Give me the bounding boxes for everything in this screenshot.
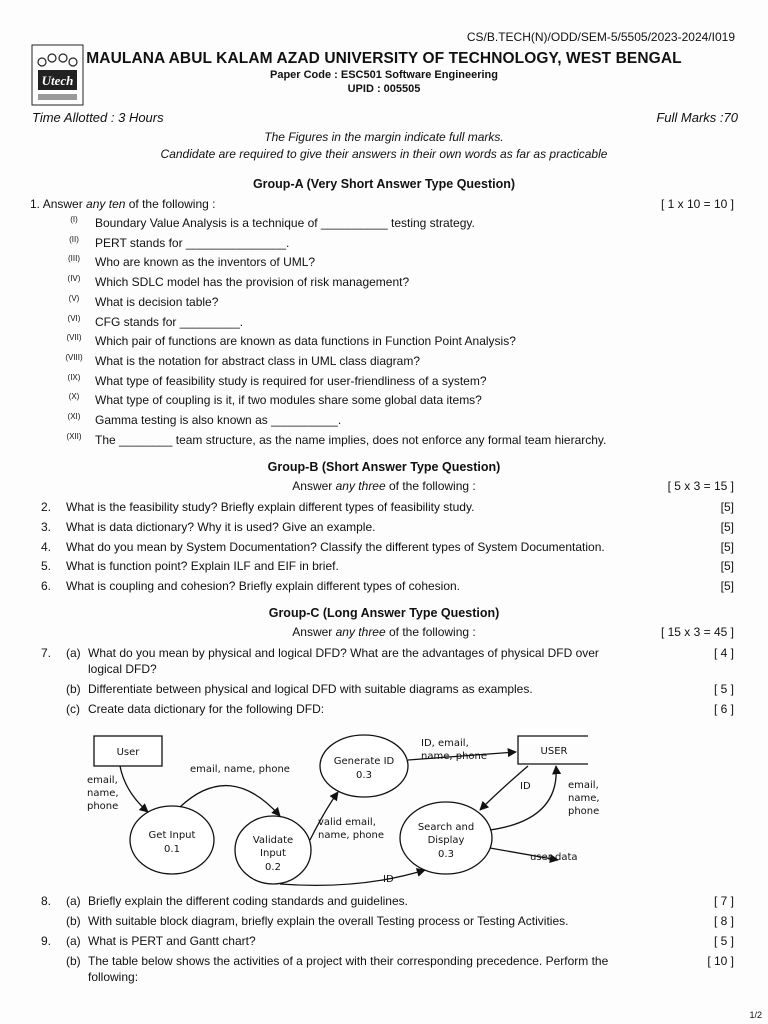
dfd-process-4-name-2: Display	[427, 835, 465, 846]
group-b-marks: [ 5 x 3 = 15 ]	[667, 479, 734, 493]
group-a-item-text: Which SDLC model has the provision of risk management?	[95, 275, 410, 290]
group-a-item-number: (VI)	[67, 313, 81, 323]
group-c-marks: [ 15 x 3 = 45 ]	[660, 625, 734, 639]
group-b-question-text: What is data dictionary? Why it is used? Give an example.	[66, 519, 376, 534]
question-7a-text-line1: What do you mean by physical and logical DFD? What are the advantages of physical DFD over	[88, 646, 599, 660]
svg-text:name, phone: name, phone	[421, 751, 488, 762]
group-a-item-text: What is decision table?	[95, 294, 219, 309]
paper-subject: Paper Code : ESC501 Software Engineering	[269, 69, 498, 81]
svg-text:name, phone: name, phone	[318, 830, 385, 841]
question-8a-text: Briefly explain the different coding standards and guidelines.	[88, 894, 408, 908]
question-9a-marks: [ 5 ]	[713, 934, 734, 948]
question-7c-label: (c)	[66, 702, 80, 716]
question-7c-text: Create data dictionary for the following DFD:	[88, 702, 325, 716]
group-a-item-number: (XI)	[67, 412, 81, 421]
group-a-title: Group-A (Very Short Answer Type Question)	[252, 177, 516, 191]
question-7b-text: Differentiate between physical and logical DFD with suitable diagrams as examples.	[88, 682, 533, 696]
svg-text:name,: name,	[568, 793, 600, 804]
group-a-item-number: (VIII)	[65, 352, 83, 362]
group-b-question-number: 6.	[41, 579, 52, 594]
group-b-question-number: 3.	[41, 519, 52, 534]
question-7-number: 7.	[41, 646, 52, 660]
group-b-question-number: 2.	[41, 500, 52, 514]
group-a-item-text: What is the notation for abstract class in UML class diagram?	[95, 353, 421, 368]
svg-text:user data: user data	[530, 852, 578, 863]
dfd-process-3-num: 0.3	[356, 770, 372, 781]
group-b-question-text: What is the feasibility study? Briefly explain different types of feasibility study.	[66, 500, 475, 514]
question-7a-text-line2: logical DFD?	[88, 662, 157, 676]
question-8-number: 8.	[41, 894, 52, 908]
group-b-question-text: What is function point? Explain ILF and EIF in brief.	[66, 559, 339, 574]
svg-text:ID: ID	[520, 781, 531, 792]
group-c-title: Group-C (Long Answer Type Question)	[268, 606, 500, 620]
group-a-item-text: What type of coupling is it, if two modules share some global data items?	[95, 393, 482, 408]
group-a-marks: [ 1 x 10 = 10 ]	[660, 197, 734, 211]
dfd-user-left-label: User	[116, 747, 140, 758]
group-a-item-text: Gamma testing is also known as __________.	[95, 413, 342, 427]
group-b-question-number: 4.	[41, 539, 52, 554]
svg-text:ID, email,: ID, email,	[421, 738, 469, 749]
group-b-question-marks: [5]	[720, 500, 734, 514]
question-8a-marks: [ 7 ]	[713, 894, 734, 908]
svg-text:valid email,: valid email,	[318, 817, 376, 828]
group-a-item-text: CFG stands for _________.	[95, 314, 244, 329]
group-a-item-text: Boundary Value Analysis is a technique of __________ testing strategy.	[95, 216, 475, 230]
time-allotted: Time Allotted : 3 Hours	[32, 110, 164, 125]
full-marks: Full Marks :70	[656, 110, 738, 125]
group-b-question-marks: [5]	[720, 519, 734, 534]
group-a-item-text: Which pair of functions are known as data functions in Function Point Analysis?	[95, 334, 516, 349]
question-8b-label: (b)	[66, 914, 81, 928]
group-b-question-text: What is coupling and cohesion? Briefly explain different types of cohesion.	[66, 579, 461, 594]
group-b-question-marks: [5]	[720, 559, 734, 574]
group-b-title: Group-B (Short Answer Type Question)	[267, 460, 501, 474]
paper-code-header: CS/B.TECH(N)/ODD/SEM-5/5505/2023-2024/I019	[466, 30, 735, 44]
dfd-process-3-name: Generate ID	[333, 756, 395, 767]
group-a-item-text: PERT stands for _______________.	[95, 235, 290, 250]
group-b-instruction: Answer any three of the following :	[292, 479, 476, 493]
question-8b-text: With suitable block diagram, briefly explain the overall Testing process or Testing Activities.	[88, 914, 569, 928]
group-a-item-number: (I)	[70, 215, 78, 224]
question-9-number: 9.	[41, 934, 52, 948]
upid: UPID : 005505	[347, 83, 421, 95]
question-8b-marks: [ 8 ]	[713, 914, 734, 928]
group-b-question-marks: [5]	[720, 539, 734, 554]
group-a-item-number: (XII)	[66, 431, 82, 441]
dfd-process-2-num: 0.2	[265, 862, 281, 873]
group-a-item-number: (VII)	[66, 333, 82, 343]
instruction-line-1: The Figures in the margin indicate full marks.	[264, 130, 504, 144]
page-number: 1/2	[749, 1010, 762, 1020]
group-a-item-number: (IX)	[67, 372, 81, 382]
dfd-process-4-name-1: Search and	[417, 822, 475, 833]
group-a-item-number: (X)	[68, 392, 80, 402]
question-8a-label: (a)	[66, 894, 81, 908]
group-a-item-number: (IV)	[67, 274, 81, 284]
group-a-item-number: (V)	[68, 293, 80, 303]
group-a-item-number: (III)	[68, 254, 80, 264]
group-a-instruction: 1. Answer any ten of the following :	[30, 197, 216, 211]
group-b-question-text: What do you mean by System Documentation? Classify the different types of System Documentation.	[66, 539, 605, 554]
group-a-item-text: The ________ team structure, as the name implies, does not enforce any formal team hierarchy.	[95, 432, 607, 447]
question-9a-label: (a)	[66, 934, 81, 948]
svg-text:email, name, phone: email, name, phone	[190, 764, 290, 775]
svg-text:ID: ID	[383, 874, 394, 885]
group-b-question-marks: [5]	[720, 579, 734, 594]
svg-text:phone: phone	[87, 801, 119, 812]
question-9b-label: (b)	[66, 954, 81, 968]
question-9b-text-line2: following:	[88, 970, 139, 984]
question-9b-text-line1: The table below shows the activities of a project with their corresponding precedence. Perform the	[88, 954, 609, 968]
question-7c-marks: [ 6 ]	[713, 702, 734, 716]
dfd-process-1-name: Get Input	[148, 830, 196, 841]
group-a-item-number: (II)	[69, 234, 79, 244]
dfd-process-2-name-2: Input	[260, 848, 286, 859]
university-title: MAULANA ABUL KALAM AZAD UNIVERSITY OF TECHNOLOGY, WEST BENGAL	[86, 50, 682, 67]
question-7a-marks: [ 4 ]	[713, 646, 734, 660]
question-7b-label: (b)	[66, 682, 81, 696]
svg-text:email,: email,	[568, 780, 599, 791]
group-c-instruction: Answer any three of the following :	[292, 625, 476, 639]
dfd-diagram	[80, 730, 610, 890]
logo-text: Utech	[41, 73, 74, 88]
dfd-process-1-num: 0.1	[164, 844, 180, 855]
instruction-line-2: Candidate are required to give their answers in their own words as far as practicable	[160, 147, 608, 161]
question-7b-marks: [ 5 ]	[713, 682, 734, 696]
group-b-question-number: 5.	[41, 559, 52, 574]
dfd-user-right-label: USER	[540, 746, 568, 757]
question-9b-marks: [ 10 ]	[707, 954, 734, 968]
dfd-process-4-num: 0.3	[438, 849, 454, 860]
dfd-process-2-name-1: Validate	[252, 835, 294, 846]
svg-text:phone: phone	[568, 806, 600, 817]
svg-text:name,: name,	[87, 788, 119, 799]
svg-text:email,: email,	[87, 775, 118, 786]
question-9a-text: What is PERT and Gantt chart?	[88, 934, 256, 948]
question-7a-label: (a)	[66, 646, 81, 660]
group-a-item-text: Who are known as the inventors of UML?	[95, 255, 316, 270]
group-a-item-text: What type of feasibility study is required for user-friendliness of a system?	[95, 373, 487, 388]
